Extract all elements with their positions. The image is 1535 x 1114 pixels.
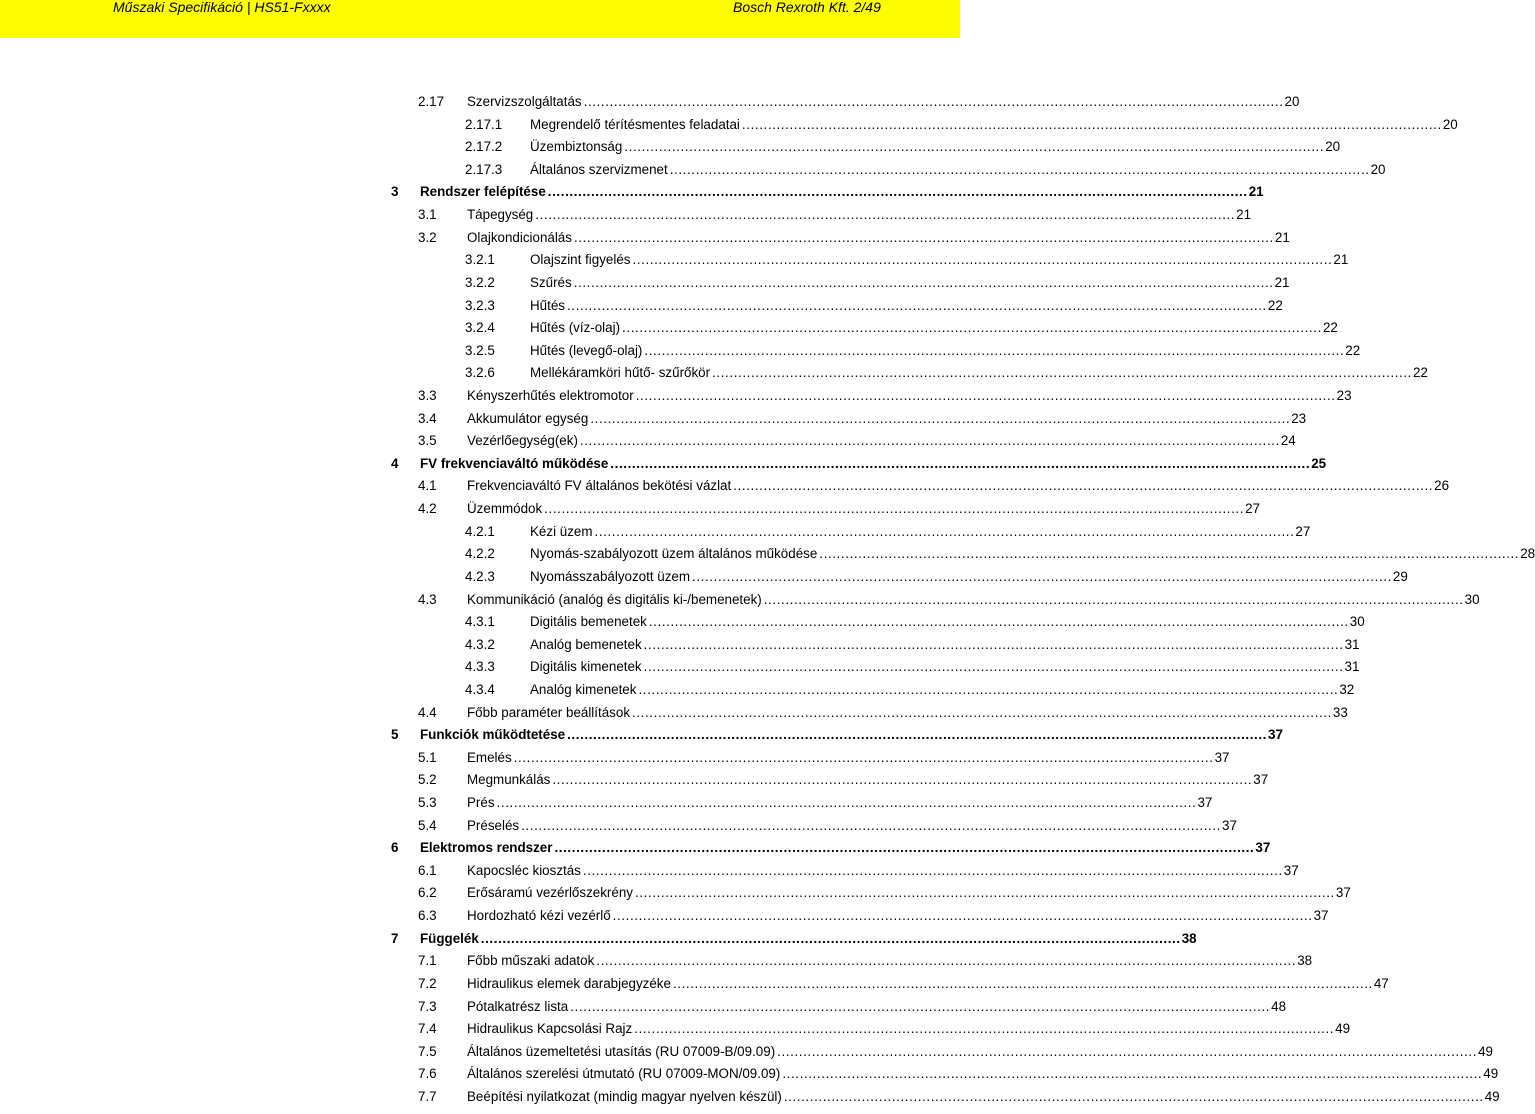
toc-entry-number: 6.2 [418,885,437,901]
toc-entry[interactable] [418,907,1329,925]
toc-entry-page-number: 30 [1349,614,1365,630]
toc-entry-title: Hidraulikus Kapcsolási Rajz [467,1021,633,1037]
toc-entry-title: Általános szervizmenet [530,161,668,177]
toc-entry-page-number: 20 [1284,94,1300,109]
toc-entry-title: Hűtés [530,297,565,313]
toc-dot-leader: .................................................................................................................................................................. [733,478,1434,494]
toc-dot-leader: .................................................................................................................................................................. [692,568,1392,584]
toc-dot-leader: .................................................................................................................................................................. [573,274,1274,290]
toc-entry[interactable] [418,568,1408,586]
toc-entry-page-number: 49 [1478,1043,1493,1059]
toc-dot-leader: .................................................................................................................................................................. [590,410,1291,426]
toc-entry[interactable] [418,1065,1499,1083]
toc-entry-page-number: 25 [1311,455,1327,471]
toc-entry-number: 4.3.2 [465,636,495,652]
toc-dot-leader: .................................................................................................................................................................. [782,1066,1483,1082]
toc-entry-title: Kommunikáció (analóg és digitális ki-/bemenetek) [467,591,762,607]
toc-entry-title: Funkciók működtetése [420,727,566,743]
toc-entry-number: 4.2 [418,501,437,517]
toc-entry[interactable] [391,839,1271,857]
toc-entry-title: Szervizszolgáltatás [467,94,582,109]
toc-entry-title: Emelés [467,749,512,765]
toc-entry-page-number: 21 [1236,207,1252,223]
toc-entry[interactable] [418,704,1348,722]
toc-entry-page-number: 20 [1325,139,1341,155]
toc-entry[interactable] [418,116,1458,134]
toc-entry-page-number: 30 [1464,591,1480,607]
toc-dot-leader: .................................................................................................................................................................. [566,297,1267,313]
header-company-page: Bosch Rexroth Kft. 2/49 [733,0,881,15]
toc-entry-page-number: 21 [1248,184,1264,200]
toc-entry[interactable] [418,681,1355,699]
toc-entry-page-number: 22 [1322,320,1338,336]
toc-entry-page-number: 26 [1434,478,1450,494]
toc-entry[interactable] [418,794,1213,812]
toc-entry-number: 3.4 [418,410,437,426]
toc-dot-leader: .................................................................................................................................................................. [632,252,1333,268]
toc-entry-title: FV frekvenciaváltó működése [420,455,609,471]
toc-entry-title: Frekvenciaváltó FV általános bekötési vázlat [467,478,732,494]
toc-entry-number: 2.17 [418,94,445,109]
toc-entry-number: 7 [391,930,399,946]
toc-entry-title: Nyomásszabályozott üzem [530,568,691,584]
toc-entry-page-number: 27 [1295,523,1311,539]
toc-entry-number: 3.2.2 [465,274,495,290]
toc-entry-number: 4.4 [418,704,437,720]
toc-entry-title: Digitális kimenetek [530,659,642,675]
toc-entry-title: Kényszerhűtés elektromotor [467,387,634,403]
toc-dot-leader: .................................................................................................................................................................. [573,229,1274,245]
toc-entry-number: 2.17.1 [465,116,503,132]
toc-entry-title: Hűtés (levegő-olaj) [530,342,643,358]
toc-entry-number: 3.2 [418,229,437,245]
toc-entry[interactable] [418,297,1283,315]
toc-entry[interactable] [418,251,1349,269]
toc-entry-page-number: 47 [1373,975,1389,991]
toc-entry-page-number: 49 [1484,1089,1500,1104]
toc-entry-page-number: 21 [1274,229,1290,245]
toc-entry-page-number: 29 [1392,568,1408,584]
toc-entry-number: 3.2.1 [465,252,495,268]
toc-entry[interactable] [418,952,1313,970]
toc-entry-page-number: 23 [1336,387,1352,403]
toc-entry-page-number: 22 [1267,297,1283,313]
toc-entry-title: Szűrés [530,274,572,290]
toc-entry-number: 5 [391,727,399,743]
toc-entry-page-number: 37 [1255,840,1271,856]
toc-entry-title: Hűtés (víz-olaj) [530,320,621,336]
toc-entry[interactable] [418,749,1230,767]
toc-entry-title: Üzembiztonság [530,139,623,155]
toc-entry[interactable] [418,229,1290,247]
toc-entry[interactable] [418,477,1450,495]
toc-entry[interactable] [418,862,1299,880]
toc-entry-title: Préselés [467,817,520,833]
toc-dot-leader: .................................................................................................................................................................. [513,749,1214,765]
toc-entry-page-number: 38 [1181,930,1197,946]
toc-entry-page-number: 37 [1268,727,1283,743]
toc-entry-number: 6.3 [418,908,437,924]
toc-dot-leader: .................................................................................................................................................................. [819,546,1520,562]
toc-dot-leader: .................................................................................................................................................................. [763,591,1464,607]
toc-entry-number: 3.2.4 [465,320,495,336]
toc-dot-leader: .................................................................................................................................................................. [648,614,1349,630]
toc-dot-leader: .................................................................................................................................................................. [582,862,1283,878]
toc-entry-title: Általános üzemeltetési utasítás (RU 07009-B/09.09) [467,1043,776,1059]
toc-entry-number: 7.3 [418,998,437,1014]
toc-entry-number: 3.2.5 [465,342,495,358]
toc-entry-number: 4.2.1 [465,523,495,539]
toc-entry-number: 7.7 [418,1089,437,1104]
toc-entry[interactable] [418,138,1341,156]
toc-entry-number: 3.2.6 [465,365,495,381]
toc-entry-title: Kapocsléc kiosztás [467,862,581,878]
toc-dot-leader: .................................................................................................................................................................. [496,795,1197,811]
toc-entry-page-number: 22 [1413,365,1428,381]
toc-entry[interactable] [418,206,1252,224]
toc-entry[interactable] [418,545,1535,563]
toc-entry-number: 6 [391,840,399,856]
toc-entry-title: Analóg bemenetek [530,636,642,652]
toc-dot-leader: .................................................................................................................................................................. [634,1021,1335,1037]
toc-entry-title: Analóg kimenetek [530,681,637,697]
toc-entry-page-number: 49 [1483,1066,1499,1082]
toc-dot-leader: .................................................................................................................................................................. [622,320,1322,336]
toc-entry[interactable] [418,432,1296,450]
toc-entry-page-number: 24 [1280,433,1296,449]
toc-entry-number: 4.3.1 [465,614,495,630]
toc-entry[interactable] [418,319,1338,337]
toc-entry-number: 7.4 [418,1021,437,1037]
toc-entry-page-number: 37 [1283,862,1299,878]
toc-entry-number: 5.3 [418,795,437,811]
toc-entry-page-number: 32 [1339,681,1355,697]
toc-entry[interactable] [418,387,1352,405]
toc-dot-leader: .................................................................................................................................................................. [672,975,1373,991]
toc-entry[interactable] [418,998,1287,1016]
toc-entry-number: 3 [391,184,399,200]
toc-entry-page-number: 37 [1214,749,1230,765]
toc-entry-number: 2.17.2 [465,139,503,155]
toc-entry-page-number: 37 [1222,817,1237,833]
toc-entry[interactable] [391,930,1197,948]
toc-entry[interactable] [418,613,1365,631]
toc-entry[interactable] [418,523,1311,541]
toc-entry[interactable] [418,342,1361,360]
toc-entry-number: 5.1 [418,749,437,765]
toc-entry[interactable] [418,817,1237,835]
toc-dot-leader: .................................................................................................................................................................. [567,727,1268,743]
toc-dot-leader: .................................................................................................................................................................. [579,433,1280,449]
toc-entry-page-number: 48 [1271,998,1287,1014]
toc-dot-leader: .................................................................................................................................................................. [632,704,1332,720]
toc-entry[interactable] [418,274,1290,292]
toc-entry-number: 4.2.2 [465,546,495,562]
toc-entry-number: 4.3.3 [465,659,495,675]
toc-dot-leader: .................................................................................................................................................................. [612,908,1313,924]
toc-entry[interactable] [418,364,1428,382]
toc-entry-title: Nyomás-szabályozott üzem általános működése [530,546,818,562]
toc-entry-number: 4.2.3 [465,568,495,584]
toc-dot-leader: .................................................................................................................................................................. [544,501,1245,517]
toc-entry-title: Vezérlőegység(ek) [467,433,578,449]
toc-entry[interactable] [418,975,1389,993]
toc-entry[interactable] [418,591,1480,609]
toc-dot-leader: .................................................................................................................................................................. [552,772,1253,788]
toc-dot-leader: .................................................................................................................................................................. [521,817,1222,833]
toc-dot-leader: .................................................................................................................................................................. [535,207,1236,223]
toc-entry-title: Hordozható kézi vezérlő [467,908,611,924]
toc-entry[interactable] [418,500,1260,518]
toc-entry-number: 5.4 [418,817,437,833]
toc-dot-leader: .................................................................................................................................................................. [741,116,1442,132]
toc-entry-page-number: 21 [1333,252,1349,268]
toc-entry-page-number: 37 [1313,908,1329,924]
toc-entry[interactable] [418,1088,1500,1106]
toc-entry[interactable] [418,410,1307,428]
toc-entry-title: Üzemmódok [467,501,543,517]
toc-dot-leader: .................................................................................................................................................................. [554,840,1255,856]
toc-entry[interactable] [418,884,1351,902]
toc-entry-title: Főbb műszaki adatok [467,953,595,969]
toc-entry-page-number: 49 [1335,1021,1351,1037]
toc-entry-title: Általános szerelési útmutató (RU 07009-MON/09.09) [467,1066,781,1082]
toc-entry-number: 6.1 [418,862,437,878]
toc-entry-title: Erősáramú vezérlőszekrény [467,885,633,901]
toc-entry-title: Megrendelő térítésmentes feladatai [530,116,740,132]
toc-entry-number: 7.1 [418,953,437,969]
toc-entry-number: 5.2 [418,772,437,788]
toc-dot-leader: .................................................................................................................................................................. [480,930,1181,946]
toc-entry-number: 7.6 [418,1066,437,1082]
toc-entry[interactable] [391,726,1283,744]
toc-entry-title: Digitális bemenetek [530,614,647,630]
toc-entry-title: Mellékáramköri hűtő- szűrőkör [530,365,711,381]
toc-entry-page-number: 31 [1344,659,1360,675]
toc-entry-number: 4.3.4 [465,681,495,697]
toc-entry-title: Főbb paraméter beállítások [467,704,631,720]
toc-entry-number: 2.17.3 [465,161,503,177]
toc-entry[interactable] [418,1043,1493,1061]
toc-dot-leader: .................................................................................................................................................................. [570,998,1271,1014]
toc-entry-title: Akkumulátor egység [467,410,589,426]
toc-entry[interactable] [391,183,1264,201]
toc-entry-title: Olajkondicionálás [467,229,572,245]
toc-entry-number: 3.3 [418,387,437,403]
toc-dot-leader: .................................................................................................................................................................. [783,1089,1484,1104]
toc-entry-page-number: 27 [1245,501,1260,517]
toc-dot-leader: .................................................................................................................................................................. [634,885,1335,901]
toc-dot-leader: .................................................................................................................................................................. [712,365,1412,381]
toc-entry-title: Megmunkálás [467,772,551,788]
toc-entry-number: 7.2 [418,975,437,991]
toc-dot-leader: .................................................................................................................................................................. [635,387,1336,403]
toc-entry[interactable] [418,771,1269,789]
toc-entry-page-number: 33 [1332,704,1348,720]
toc-dot-leader: .................................................................................................................................................................. [594,523,1295,539]
toc-entry-title: Prés [467,795,495,811]
toc-entry-number: 3.2.3 [465,297,495,313]
toc-entry-page-number: 23 [1291,410,1307,426]
toc-entry-page-number: 22 [1345,342,1361,358]
toc-entry-page-number: 20 [1442,116,1458,132]
toc-entry-number: 4.3 [418,591,437,607]
toc-entry-number: 3.1 [418,207,437,223]
toc-entry-page-number: 20 [1370,161,1386,177]
toc-entry-title: Pótalkatrész lista [467,998,569,1014]
toc-dot-leader: .................................................................................................................................................................. [643,636,1344,652]
toc-entry-number: 4.1 [418,478,437,494]
toc-entry-number: 7.5 [418,1043,437,1059]
toc-entry[interactable] [418,658,1360,676]
toc-entry-title: Elektromos rendszer [420,840,553,856]
toc-dot-leader: .................................................................................................................................................................. [777,1043,1478,1059]
toc-entry[interactable] [391,455,1327,473]
toc-entry[interactable] [418,1020,1351,1038]
toc-dot-leader: .................................................................................................................................................................. [643,659,1344,675]
toc-dot-leader: .................................................................................................................................................................. [638,681,1339,697]
toc-entry[interactable] [418,636,1360,654]
toc-entry-number: 4 [391,455,399,471]
toc-dot-leader: .................................................................................................................................................................. [596,953,1297,969]
toc-entry[interactable] [418,161,1386,179]
toc-entry-page-number: 37 [1253,772,1269,788]
toc-entry-title: Olajszint figyelés [530,252,631,268]
toc-dot-leader: .................................................................................................................................................................. [610,455,1311,471]
toc-entry-title: Függelék [420,930,479,946]
toc-entry-page-number: 28 [1520,546,1535,562]
toc-dot-leader: .................................................................................................................................................................. [669,161,1370,177]
toc-entry-number: 3.5 [418,433,437,449]
toc-entry-page-number: 37 [1197,795,1213,811]
toc-entry-title: Hidraulikus elemek darabjegyzéke [467,975,671,991]
toc-entry[interactable] [418,93,1300,111]
toc-entry-title: Beépítési nyilatkozat (mindig magyar nyelven készül) [467,1089,782,1104]
toc-entry-title: Rendszer felépítése [420,184,546,200]
toc-entry-title: Tápegység [467,207,534,223]
toc-dot-leader: .................................................................................................................................................................. [624,139,1325,155]
toc-dot-leader: .................................................................................................................................................................. [547,184,1248,200]
toc-entry-title: Kézi üzem [530,523,593,539]
toc-dot-leader: .................................................................................................................................................................. [644,342,1345,358]
toc-dot-leader: .................................................................................................................................................................. [583,94,1284,109]
toc-entry-page-number: 31 [1344,636,1360,652]
header-document-title: Műszaki Specifikáció | HS51-Fxxxx [113,0,331,15]
toc-entry-page-number: 21 [1274,274,1290,290]
toc-entry-page-number: 37 [1335,885,1351,901]
toc-entry-page-number: 38 [1297,953,1313,969]
